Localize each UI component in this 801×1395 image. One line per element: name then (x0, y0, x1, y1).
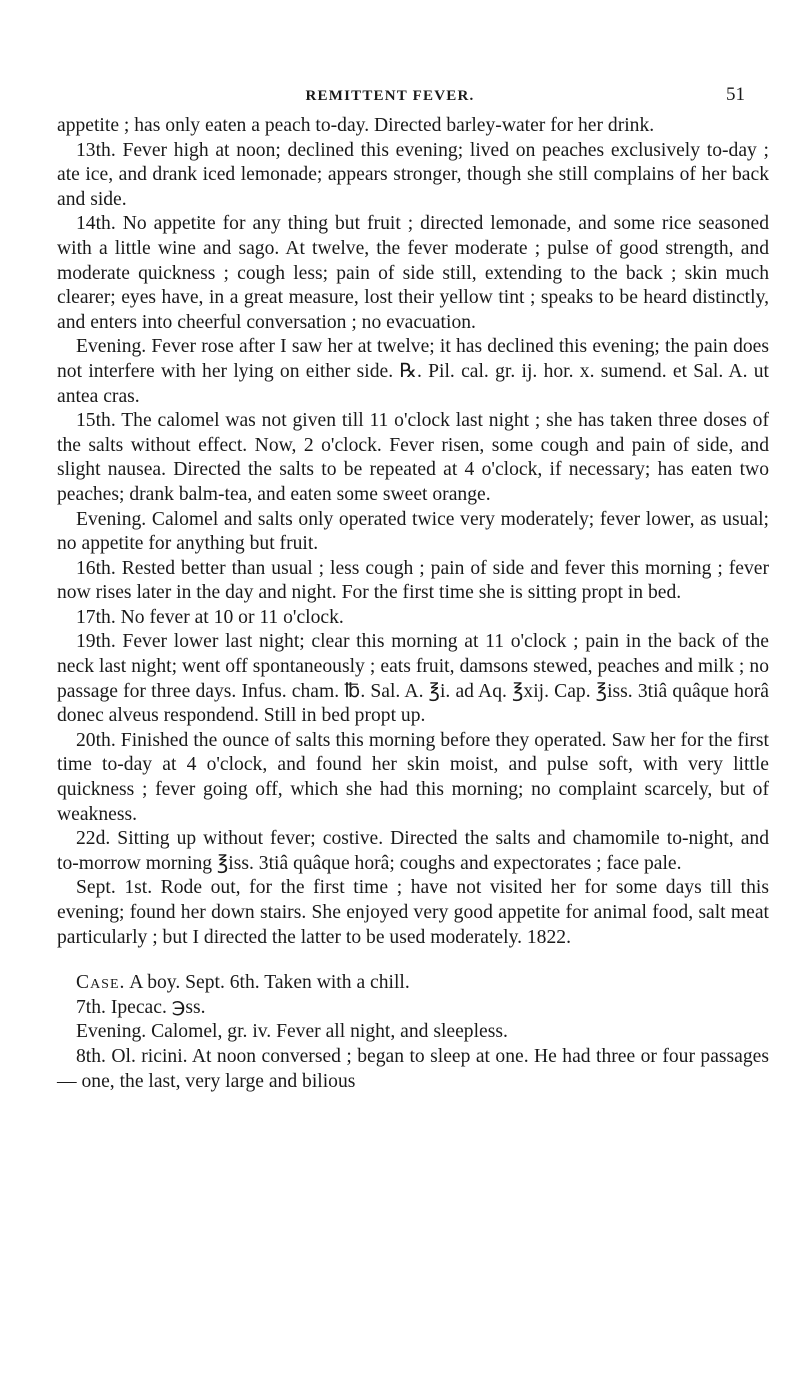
paragraph: 14th. No appetite for any thing but fruit ; directed lemonade, and some rice seasoned with a little wine and sago. At twelve, the fever moderate ; pulse of good strength, and moderate quickness ; cough less; pain of side still, extending to the back ; skin much clearer; eyes have, in a great measure, lost their yellow tint ; speaks to be heard distinctly, and enters into cheerful conversation ; no evacuation. (57, 213, 769, 333)
paragraph: 22d. Sitting up without fever; costive. Directed the salts and chamomile to-night, and to-morrow morning ℥iss. 3tiâ quâque horâ; coughs and expectorates ; face pale. (57, 828, 769, 874)
running-title: REMITTENT FEVER. (305, 88, 475, 104)
paragraph: 19th. Fever lower last night; clear this morning at 11 o'clock ; pain in the back of the neck last night; went off spontaneously ; eats fruit, damsons stewed, peaches and milk ; no passage for three days. Infus. cham. ℔. Sal. A. ℥i. ad Aq. ℥xij. Cap. ℥iss. 3tiâ quâque horâ donec alveus respondend. Still in bed propt up. (57, 631, 769, 727)
paragraph: 8th. Ol. ricini. At noon conversed ; began to sleep at one. He had three or four passages — one, the last, very large and bilious (57, 1045, 769, 1092)
paragraph: Evening. Fever rose after I saw her at twelve; it has declined this evening; the pain does not interfere with her lying on either side. ℞. Pil. cal. gr. ij. hor. x. sumend. et Sal. A. ut antea cras. (57, 336, 769, 407)
paragraph: Sept. 1st. Rode out, for the first time ; have not visited her for some days till this evening; found her down stairs. She enjoyed very good appetite for animal food, salt meat particularly ; but I directed the latter to be used moderately. 1822. (57, 877, 769, 948)
paragraph: 17th. No fever at 10 or 11 o'clock. (76, 606, 344, 628)
page-number: 51 (726, 84, 745, 105)
paragraph: 13th. Fever high at noon; declined this evening; lived on peaches exclusively to-day ; ate ice, and drank iced lemonade; appears stronger, though she still complains of her back and side. (57, 139, 769, 210)
body-text (57, 114, 769, 1094)
paragraph: appetite ; has only eaten a peach to-day. Directed barley-water for her drink. (57, 115, 655, 136)
paragraph: Evening. Calomel and salts only operated twice very moderately; fever lower, as usual; no appetite for anything but fruit. (57, 508, 769, 555)
case-intro: A boy. Sept. 6th. Taken with a chill. (125, 972, 410, 994)
paragraph: 15th. The calomel was not given till 11 o'clock last night ; she has taken three doses of the salts without effect. Now, 2 o'clock. Fever risen, some cough and pain of side, and slight nausea. Directed the salts to be repeated at 4 o'clock, if necessary; has eaten two peaches; drank balm-tea, and eaten some sweet orange. (57, 410, 769, 505)
paragraph: 7th. Ipecac. ℈ss. (76, 996, 206, 1018)
case-label: Case. (76, 972, 126, 994)
paragraph: Evening. Calomel, gr. iv. Fever all night, and sleepless. (76, 1021, 508, 1043)
paragraph: 20th. Finished the ounce of salts this morning before they operated. Saw her for the first time to-day at 4 o'clock, and found her skin moist, and pulse soft, with very little quickness ; fever going off, which she had this morning; no complaint scarcely, but of weakness. (57, 729, 769, 825)
paragraph: 16th. Rested better than usual ; less cough ; pain of side and fever this morning ; fever now rises later in the day and night. For the first time she is sitting propt in bed. (57, 557, 769, 604)
case-heading-paragraph (57, 971, 769, 996)
